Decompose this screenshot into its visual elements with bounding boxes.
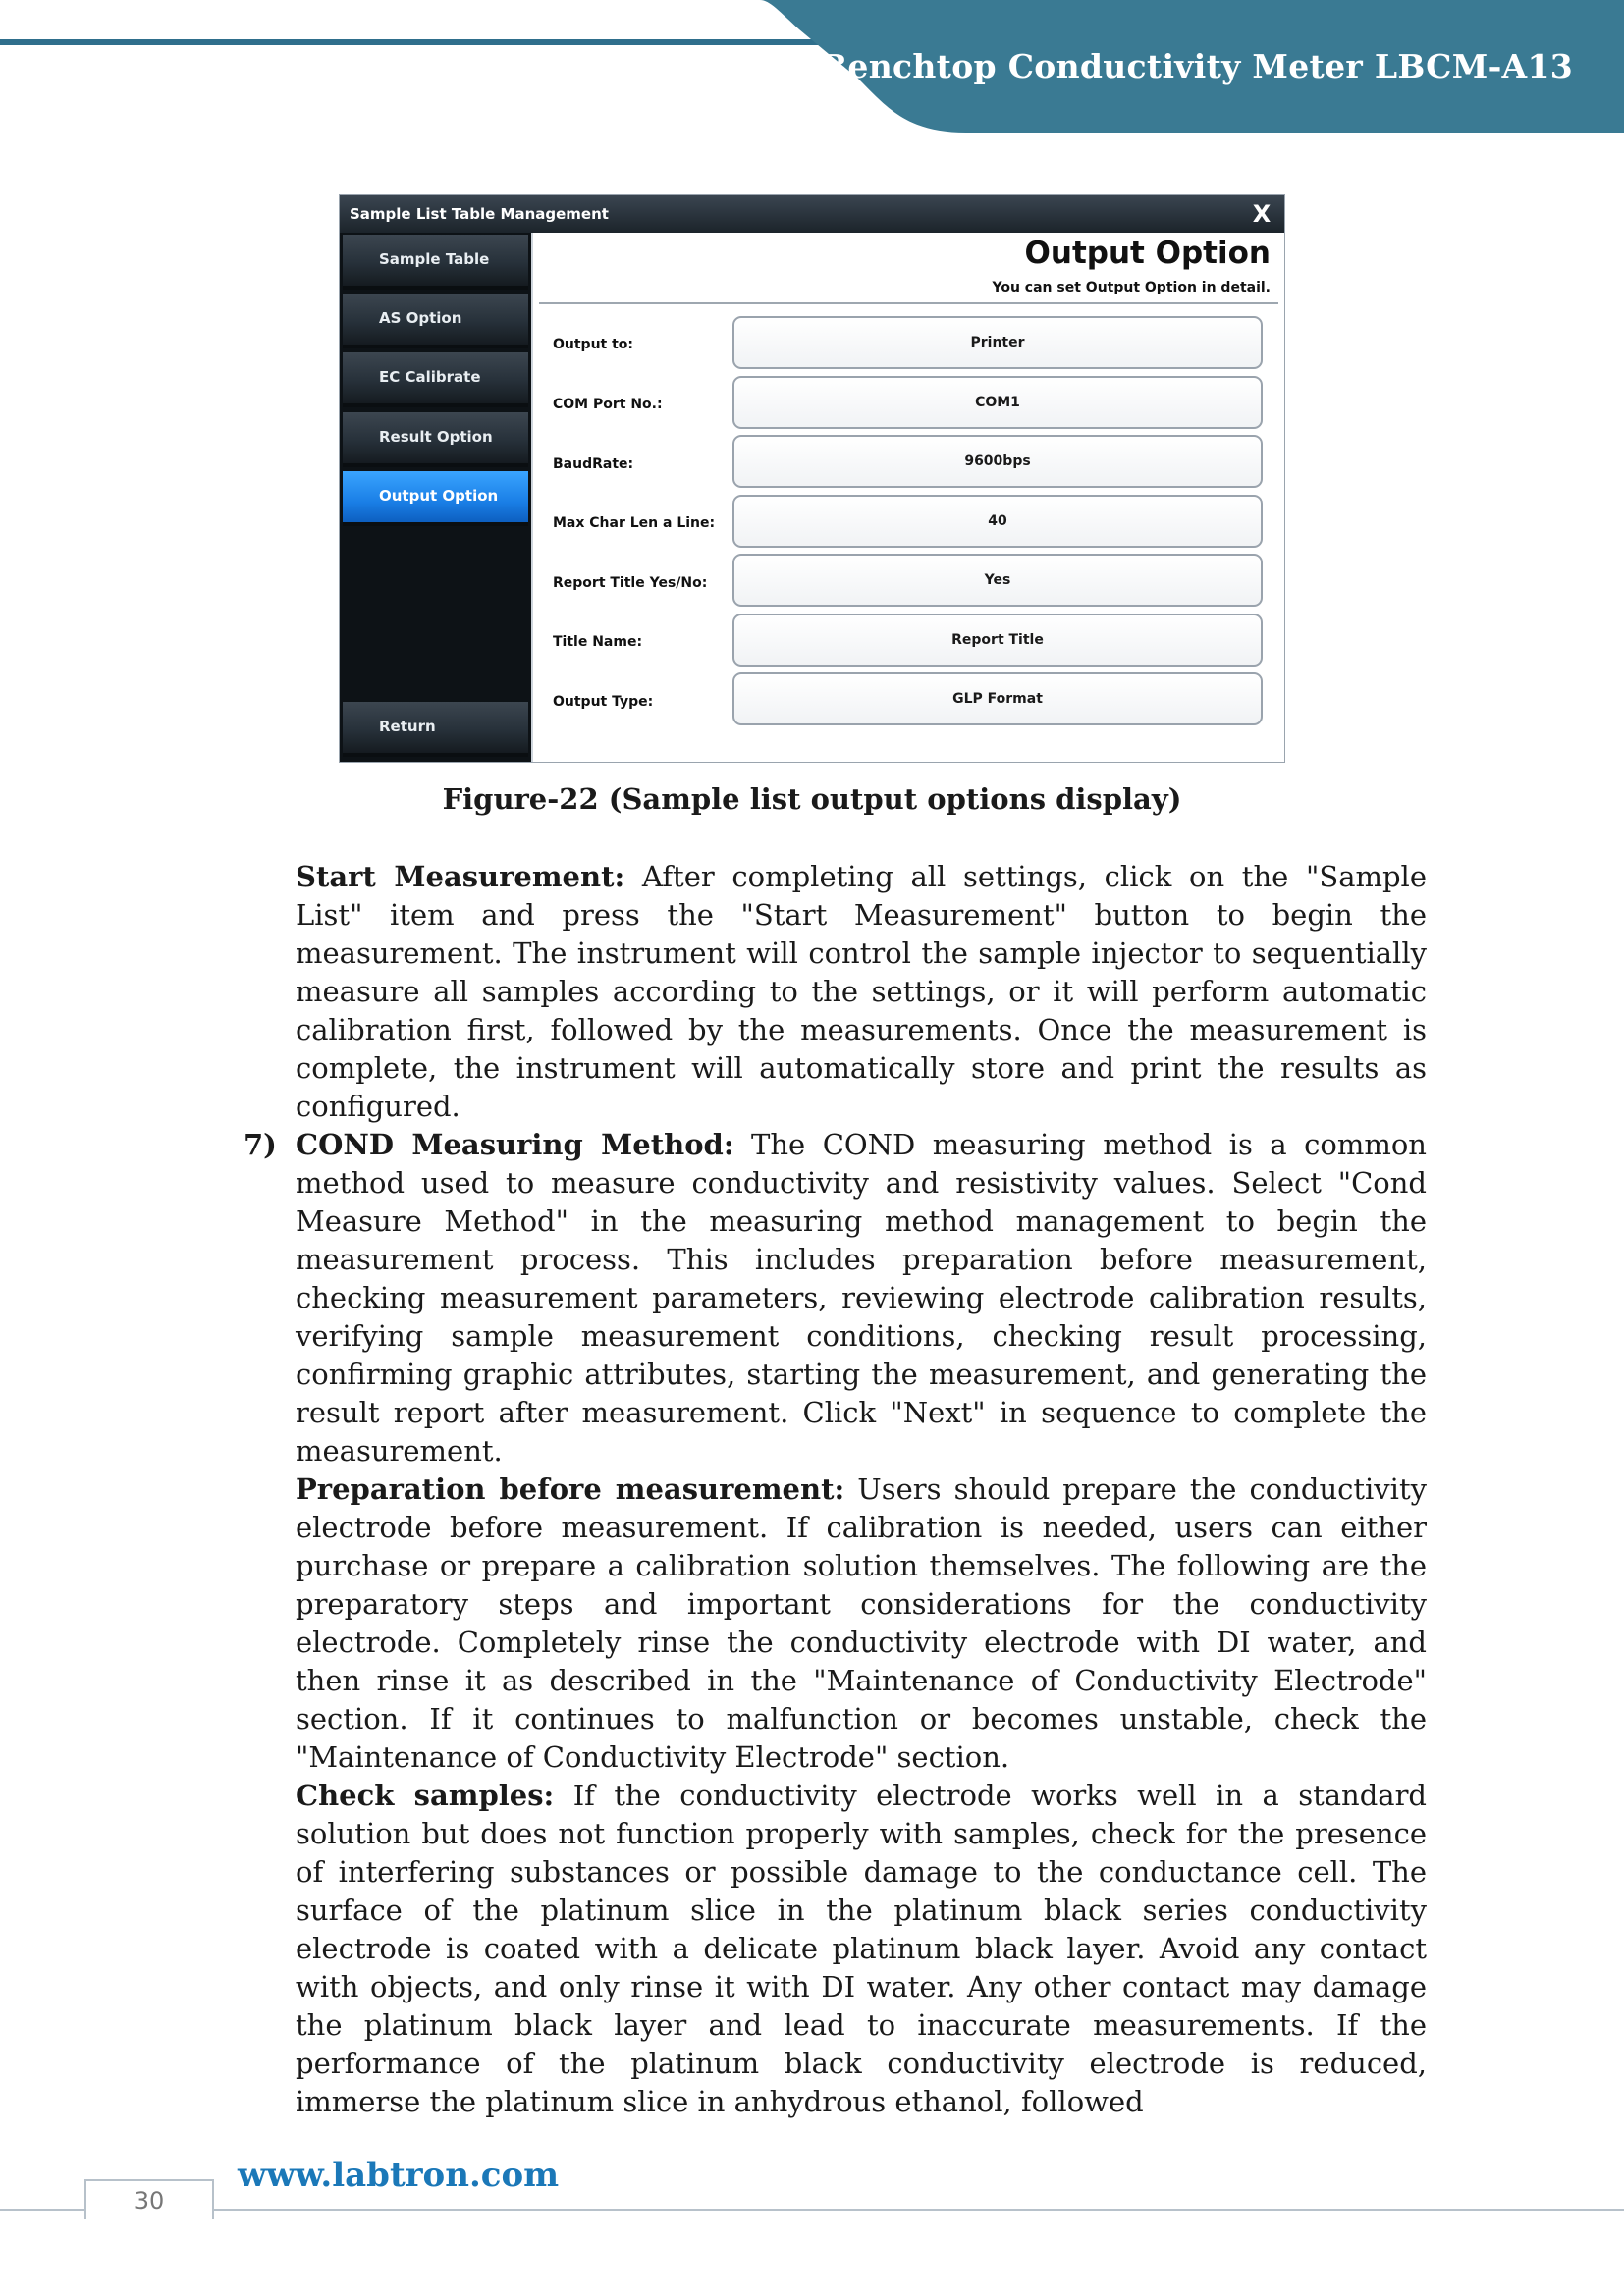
output-to-label: Output to: bbox=[553, 337, 634, 352]
sample-list-window bbox=[339, 194, 1285, 763]
sidebar-item-result-option[interactable]: Result Option bbox=[343, 412, 528, 467]
check-samples-text: If the conductivity electrode works well in a standard solution but does not function properly with samples, check for the presence of interfering substances or possible damage to the conductance cell. The surface of the platinum slice in the platinum black series conductivity electrode is coated with a delicate platinum black layer. Avoid any contact with objects, and only rinse it with DI water. Any other contact may damage the platinum black layer and lead to inaccurate measurements. If the performance of the platinum black conductivity electrode is reduced, immerse the platinum slice in anhydrous ethanol, followed bbox=[296, 1779, 1427, 2118]
website-link[interactable]: www.labtron.com bbox=[238, 2156, 560, 2195]
window-title: Sample List Table Management bbox=[340, 195, 1284, 233]
report-title-yn-field[interactable]: Yes bbox=[732, 554, 1263, 607]
sidebar-item-output-option[interactable]: Output Option bbox=[343, 471, 528, 526]
output-type-label: Output Type: bbox=[553, 694, 654, 710]
baudrate-label: BaudRate: bbox=[553, 456, 634, 472]
panel-heading: Output Option bbox=[1024, 236, 1271, 271]
cond-method-text: The COND measuring method is a common method used to measure conductivity and resistivity values. Select "Cond Measure Method" in the measuring method management to begin the measurement process. This includes preparation before measurement, checking measurement parameters, reviewing electrode calibration results, verifying sample measurement conditions, checking result processing, confirming graphic attributes, starting the measurement, and generating the result report after measurement. Click "Next" in sequence to complete the measurement. bbox=[296, 1128, 1427, 1468]
max-char-field[interactable]: 40 bbox=[732, 495, 1263, 548]
page-number: 30 bbox=[84, 2179, 214, 2219]
sidebar bbox=[340, 233, 531, 762]
start-measurement-text: After completing all settings, click on the "Sample List" item and press the "Start Measurement" button to begin the measurement. The instrument will control the sample injector to sequentially measure all samples according to the settings, or it will perform automatic calibration first, followed by the measurements. Once the measurement is complete, the instrument will automatically store and print the results as configured. bbox=[296, 860, 1427, 1123]
sidebar-item-sample-table[interactable]: Sample Table bbox=[343, 235, 528, 290]
close-icon[interactable]: X bbox=[1252, 200, 1272, 228]
preparation-heading: Preparation before measurement: bbox=[296, 1472, 845, 1506]
preparation-paragraph bbox=[296, 1470, 1427, 1777]
sidebar-item-ec-calibrate[interactable]: EC Calibrate bbox=[343, 352, 528, 407]
check-samples-paragraph bbox=[296, 1777, 1427, 2121]
max-char-label: Max Char Len a Line: bbox=[553, 515, 716, 531]
title-name-label: Title Name: bbox=[553, 634, 643, 650]
report-title-yn-label: Report Title Yes/No: bbox=[553, 575, 708, 591]
start-measurement-paragraph bbox=[296, 858, 1427, 1126]
com-port-field[interactable]: COM1 bbox=[732, 376, 1263, 429]
preparation-text: Users should prepare the conductivity electrode before measurement. If calibration is needed, users can either purchase or prepare a calibration solution themselves. The following are the preparatory steps and important considerations for the conductivity electrode. Completely rinse the conductivity electrode with DI water, and then rinse it as described in the "Maintenance of Conductivity Electrode" section. If it continues to malfunction or becomes unstable, check the "Maintenance of Conductivity Electrode" section. bbox=[296, 1472, 1427, 1774]
title-name-field[interactable]: Report Title bbox=[732, 614, 1263, 667]
check-samples-heading: Check samples: bbox=[296, 1779, 555, 1812]
cond-method-heading: COND Measuring Method: bbox=[296, 1128, 734, 1161]
list-number: 7) bbox=[244, 1128, 277, 1161]
output-type-field[interactable]: GLP Format bbox=[732, 672, 1263, 725]
cond-method-paragraph bbox=[296, 1126, 1427, 1470]
divider bbox=[539, 302, 1278, 304]
output-option-panel bbox=[531, 233, 1284, 762]
figure-caption: Figure-22 (Sample list output options display) bbox=[442, 782, 1182, 816]
panel-subheading: You can set Output Option in detail. bbox=[992, 280, 1271, 295]
footer-line bbox=[0, 2209, 1624, 2211]
document-title: Benchtop Conductivity Meter LBCM-A13 bbox=[820, 47, 1573, 85]
baudrate-field[interactable]: 9600bps bbox=[732, 435, 1263, 488]
return-button[interactable]: Return bbox=[343, 702, 528, 757]
sidebar-item-as-option[interactable]: AS Option bbox=[343, 294, 528, 348]
start-measurement-heading: Start Measurement: bbox=[296, 860, 625, 893]
output-to-field[interactable]: Printer bbox=[732, 316, 1263, 369]
com-port-label: COM Port No.: bbox=[553, 397, 663, 412]
